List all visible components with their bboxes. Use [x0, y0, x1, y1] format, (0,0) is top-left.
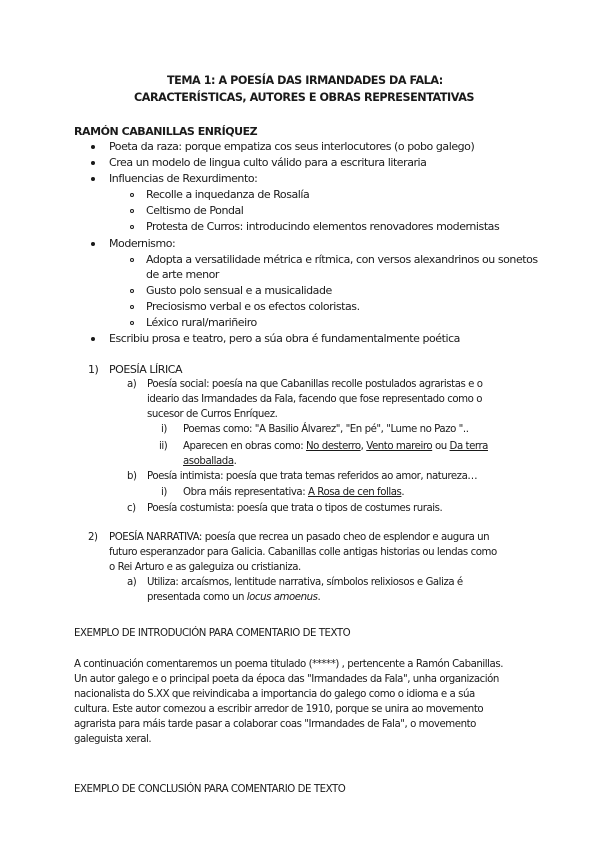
author-heading: RAMÓN CABANILLAS ENRÍQUEZ — [74, 125, 258, 138]
text-span: Obra máis representativa: — [183, 487, 308, 498]
lirica-a-i-text: Poemas como: "A Basilio Álvarez", "En pé", "Lume no Pazo ".. — [183, 424, 469, 435]
sub-bullet-item: Adopta a versatilidade métrica e rítmica, con versos alexandrinos ou sonetos — [146, 253, 538, 266]
bullet-dot — [91, 161, 95, 165]
lirica-b-i-text — [183, 487, 404, 498]
bullet-item: Escribiu prosa e teatro, pero a súa obra é fundamentalmente poética — [109, 332, 460, 345]
lirica-a-line: ideario das Irmandades da Fala, facendo que fose representado como o — [147, 394, 482, 405]
list-marker: i) — [161, 424, 167, 435]
narrativa-a-line — [147, 592, 320, 603]
list-marker: a) — [127, 379, 137, 390]
bullet-dot — [91, 242, 95, 246]
sub-bullet-circle — [130, 305, 134, 309]
lirica-a-ii-continuation — [183, 456, 236, 467]
list-marker: ii) — [159, 441, 168, 452]
latin-term: locus amoenus — [246, 592, 318, 603]
work-title: A Rosa de cen follas — [307, 487, 402, 498]
narrativa-a-line: Utiliza: arcaísmos, lentitude narrativa, símbolos relixiosos e Galiza é — [147, 577, 463, 588]
sub-bullet-item: Celtismo de Pondal — [146, 204, 244, 217]
title-line-2: CARACTERÍSTICAS, AUTORES E OBRAS REPRESENTATIVAS — [134, 91, 475, 104]
conclusion-heading: EXEMPLO DE CONCLUSIÓN PARA COMENTARIO DE TEXTO — [74, 784, 346, 795]
sub-bullet-circle — [130, 209, 134, 213]
section-number: 2) — [88, 532, 98, 543]
lirica-a-line: Poesía social: poesía na que Cabanillas recolle postulados agraristas e o — [147, 379, 483, 390]
lirica-c-text: Poesía costumista: poesía que trata o tipos de costumes rurais. — [147, 503, 443, 514]
lirica-a-ii-text — [183, 441, 488, 452]
sub-bullet-item: Gusto polo sensual e a musicalidade — [146, 284, 332, 297]
intro-line: galeguista xeral. — [74, 734, 152, 745]
text-span: . — [401, 487, 405, 498]
sub-bullet-item: Protesta de Curros: introducindo elementos renovadores modernistas — [146, 220, 500, 233]
sub-bullet-circle — [130, 193, 134, 197]
sub-bullet-circle — [130, 289, 134, 293]
sub-bullet-item: Preciosismo verbal e os efectos coloristas. — [146, 300, 360, 313]
bullet-dot — [91, 145, 95, 149]
lirica-a-line: sucesor de Curros Enríquez. — [147, 409, 278, 420]
bullet-item: Modernismo: — [109, 237, 176, 250]
sub-bullet-item-continuation: de arte menor — [146, 268, 219, 281]
sub-bullet-item: Léxico rural/mariñeiro — [146, 316, 257, 329]
text-span: Aparecen en obras como: — [183, 441, 306, 452]
list-marker: b) — [127, 471, 137, 482]
list-marker: i) — [161, 487, 167, 498]
intro-line: nacionalista do S.XX que reivindicaba a importancia do galego como o idioma e a súa — [74, 689, 475, 700]
text-span: ou — [432, 441, 450, 452]
bullet-dot — [91, 177, 95, 181]
intro-heading: EXEMPLO DE INTRODUCIÓN PARA COMENTARIO DE TEXTO — [74, 628, 351, 639]
list-marker: c) — [127, 503, 136, 514]
bullet-item: Poeta da raza: porque empatiza cos seus interlocutores (o pobo galego) — [109, 140, 475, 153]
text-span: , — [360, 441, 367, 452]
bullet-item: Crea un modelo de lingua culto válido para a escritura literaria — [109, 156, 427, 169]
intro-line: agrarista para máis tarde pasar a colaborar coas "Irmandades de Fala", o movemento — [74, 719, 476, 730]
bullet-item: Influencias de Rexurdimento: — [109, 172, 258, 185]
narrativa-line: POESÍA NARRATIVA: poesía que recrea un pasado cheo de esplendor e augura un — [109, 532, 490, 543]
work-title: Vento mareiro — [366, 441, 433, 452]
section-number: 1) — [88, 363, 99, 376]
intro-line: cultura. Este autor comezou a escribir arredor de 1910, porque se unira ao movemento — [74, 704, 484, 715]
narrativa-line: futuro esperanzador para Galicia. Cabanillas colle antigas historias ou lendas como — [109, 547, 497, 558]
sub-bullet-circle — [130, 321, 134, 325]
sub-bullet-circle — [130, 258, 134, 262]
work-title: asoballada — [183, 456, 234, 467]
text-span: . — [317, 592, 321, 603]
text-span: presentada como un — [147, 592, 247, 603]
title-line-1: TEMA 1: A POESÍA DAS IRMANDADES DA FALA: — [167, 74, 443, 87]
narrativa-line: o Rei Arturo e as galeguiza ou cristianiza. — [109, 562, 301, 573]
intro-line: Un autor galego e o principal poeta da época das "Irmandades da Fala", unha organización — [74, 674, 499, 685]
sub-bullet-item: Recolle a inquedanza de Rosalía — [146, 188, 310, 201]
list-marker: a) — [127, 577, 137, 588]
intro-line: A continuación comentaremos un poema titulado (*****) , pertencente a Ramón Cabanillas. — [74, 659, 503, 670]
work-title: No desterro — [305, 441, 361, 452]
lirica-b-text: Poesía intimista: poesía que trata temas referidos ao amor, natureza… — [147, 471, 478, 482]
text-span: . — [233, 456, 237, 467]
section-heading-lirica: POESÍA LÍRICA — [109, 363, 183, 376]
work-title: Da terra — [449, 441, 488, 452]
sub-bullet-circle — [130, 225, 134, 229]
bullet-dot — [91, 337, 95, 341]
